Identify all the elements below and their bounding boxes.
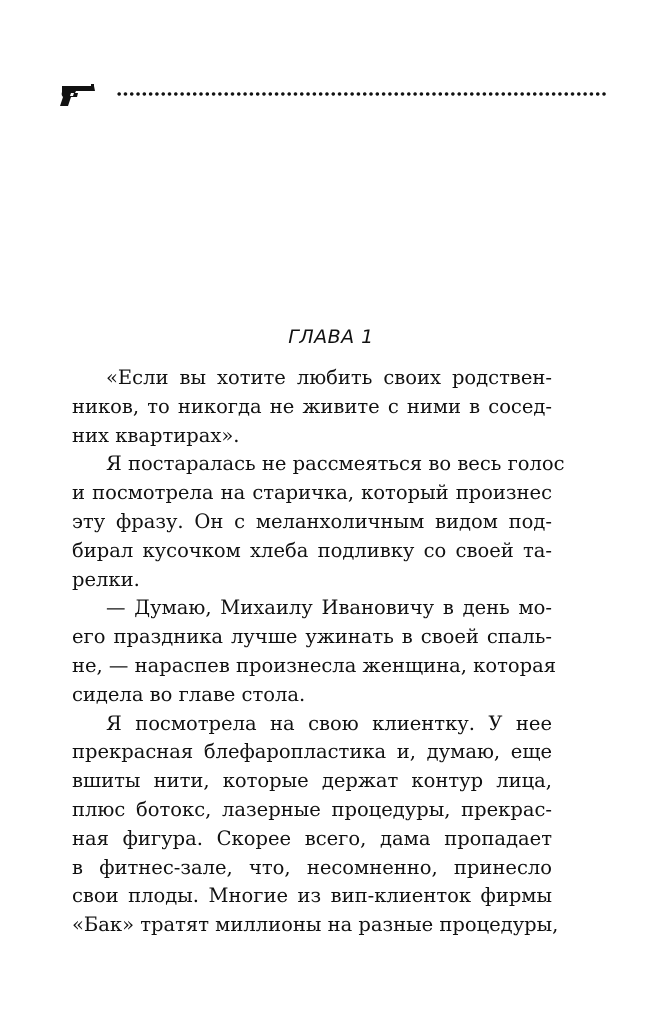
- chapter-title: ГЛАВА 1: [288, 326, 374, 348]
- text-line: Я посмотрела на свою клиентку. У нее: [106, 711, 552, 735]
- text-line: вшиты нити, которые держат контур лица,: [72, 769, 552, 793]
- text-line: его праздника лучше ужинать в своей спаль-: [72, 625, 552, 649]
- text-line: бирал кусочком хлеба подливку со своей та-: [72, 538, 552, 562]
- text-line: плюс ботокс, лазерные процедуры, прекрас-: [72, 797, 552, 821]
- text-line: эту фразу. Он с меланхоличным видом под-: [72, 509, 552, 533]
- text-line: не, — нараспев произнесла женщина, которая: [72, 653, 557, 677]
- text-line: «Бак» тратят миллионы на разные процедуры,: [72, 913, 559, 937]
- text-line: Я постаралась не рассмеяться во весь голос: [106, 452, 565, 476]
- body-text: [72, 364, 565, 940]
- page-header: [58, 82, 558, 112]
- dotted-separator: [116, 91, 608, 97]
- text-line: сидела во главе стола.: [72, 682, 306, 706]
- text-line: прекрасная блефаропластика и, думаю, еще: [72, 740, 552, 764]
- text-line: в фитнес-зале, что, несомненно, принесло: [72, 855, 552, 879]
- text-line: свои плоды. Многие из вип-клиенток фирмы: [72, 884, 552, 908]
- text-line: ников, то никогда не живите с ними в сосед-: [72, 394, 552, 418]
- text-line: них квартирах».: [72, 423, 240, 447]
- text-line: релки.: [72, 567, 140, 591]
- text-line: ная фигура. Скорее всего, дама пропадает: [72, 826, 552, 850]
- text-line: и посмотрела на старичка, который произнес: [72, 481, 552, 505]
- text-line: «Если вы хотите любить своих родствен-: [106, 366, 552, 389]
- text-line: — Думаю, Михаилу Ивановичу в день мо-: [106, 596, 552, 620]
- revolver-icon: [58, 82, 98, 110]
